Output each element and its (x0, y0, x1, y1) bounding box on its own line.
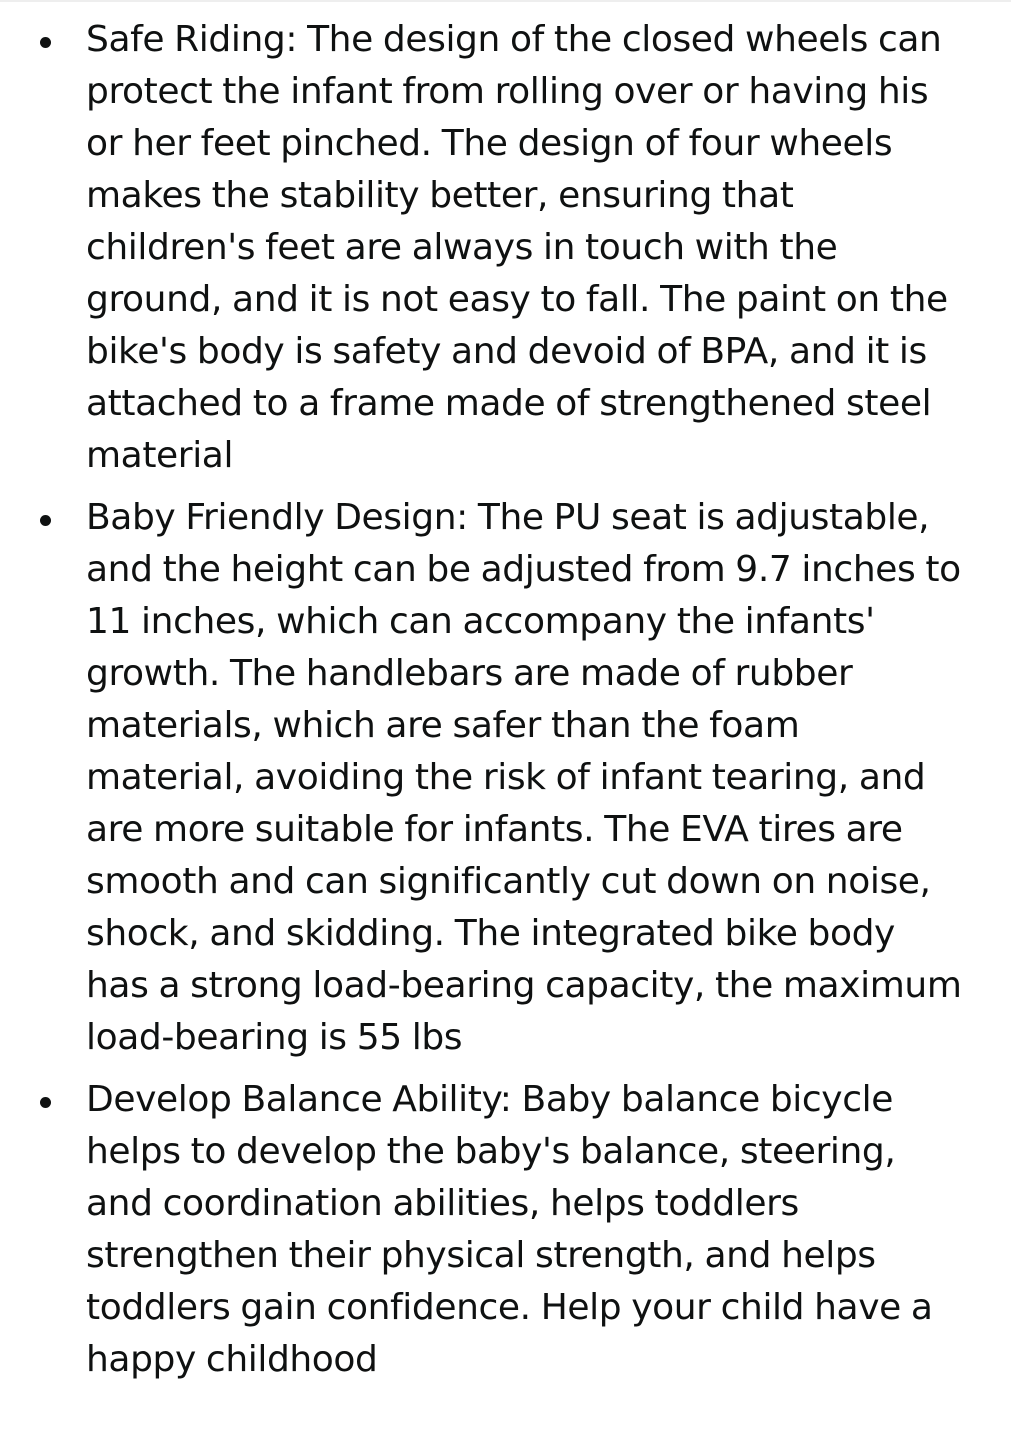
feature-bullet-list (0, 14, 1011, 1396)
feature-text-baby-friendly-design: Baby Friendly Design: The PU seat is adjustable, and the height can be adjusted from 9.7 inches to 11 inches, which can accompany the infants' growth. The handlebars are made of rubber materials, which are safer than the foam material, avoiding the risk of infant tearing, and are more suitable for infants. The EVA tires are smooth and can significantly cut down on noise, shock, and skidding. The integrated bike body has a strong load-bearing capacity, the maximum load-bearing is 55 lbs (86, 497, 962, 1058)
feature-text-safe-riding: Safe Riding: The design of the closed wheels can protect the infant from rolling over or having his or her feet pinched. The design of four wheels makes the stability better, ensuring that children's feet are always in touch with the ground, and it is not easy to fall. The paint on the bike's body is safety and devoid of BPA, and it is attached to a frame made of strengthened steel material (86, 19, 948, 476)
list-item (0, 1074, 1011, 1386)
list-item (0, 492, 1011, 1064)
feature-text-develop-balance: Develop Balance Ability: Baby balance bicycle helps to develop the baby's balance, steering, and coordination abilities, helps toddlers strengthen their physical strength, and helps toddlers gain confidence. Help your child have a happy childhood (86, 1079, 933, 1380)
bullet-dot-icon (40, 1097, 51, 1108)
bullet-dot-icon (40, 37, 51, 48)
bullet-dot-icon (40, 515, 51, 526)
top-divider (0, 0, 1011, 2)
list-item (0, 14, 1011, 482)
